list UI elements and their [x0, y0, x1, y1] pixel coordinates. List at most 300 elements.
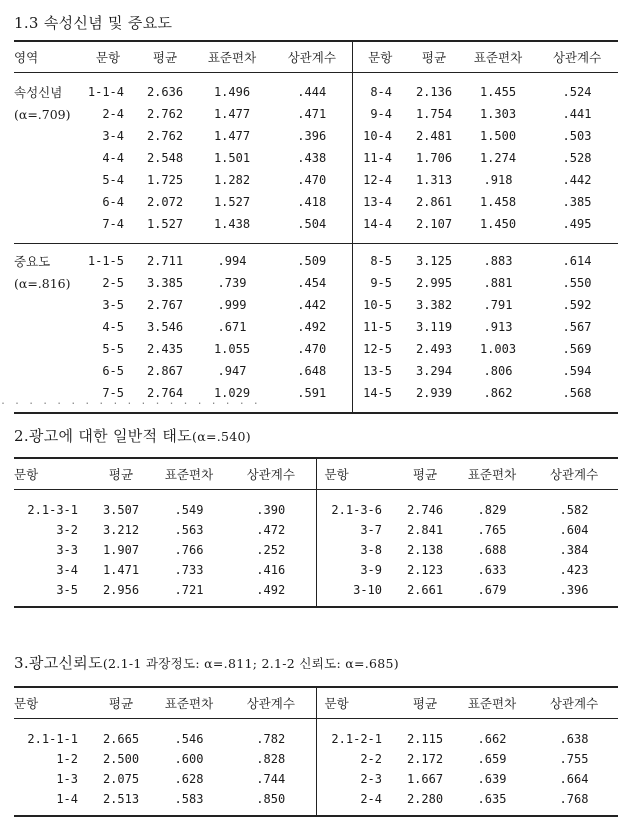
- corr-right: .503: [562, 129, 592, 143]
- section1-title: [14, 12, 172, 33]
- mean: 1.725: [146, 173, 184, 187]
- item-code: 2-5: [102, 276, 124, 290]
- item-code: 3-4: [56, 563, 78, 577]
- mean-right: 1.667: [406, 772, 444, 786]
- item-code: 3-5: [56, 583, 78, 597]
- header-sd: 표준편차: [152, 687, 226, 719]
- corr-right: .385: [562, 195, 592, 209]
- mean: 3.385: [146, 276, 184, 290]
- header-sd: 표준편차: [192, 41, 272, 73]
- sd: 1.496: [213, 85, 251, 99]
- mean-right: 2.493: [415, 342, 453, 356]
- sd-right: .918: [483, 173, 513, 187]
- spacer-cell: [14, 73, 78, 82]
- mean-right: 2.136: [415, 85, 453, 99]
- section2-title: [14, 425, 251, 446]
- mean-right: 2.123: [406, 563, 444, 577]
- spacer-row: [14, 600, 618, 607]
- sd: .999: [217, 298, 247, 312]
- corr-right: .384: [559, 543, 589, 557]
- corr-right: .755: [559, 752, 589, 766]
- mean: 2.075: [102, 772, 140, 786]
- header-corr: 상관계수: [272, 41, 352, 73]
- item-code: 6-4: [102, 195, 124, 209]
- sd-right: .633: [477, 563, 507, 577]
- corr: .828: [256, 752, 286, 766]
- sd: 1.527: [213, 195, 251, 209]
- mean: 1.907: [102, 543, 140, 557]
- section2-alpha: (α=.540): [192, 429, 251, 444]
- spacer-cell: [226, 809, 316, 816]
- sd-right: .659: [477, 752, 507, 766]
- mean: 2.767: [146, 298, 184, 312]
- mean: 2.548: [146, 151, 184, 165]
- item-code-right: 2-4: [316, 789, 396, 809]
- item-code-right: 3-9: [316, 560, 396, 580]
- table-row: [14, 169, 618, 191]
- sd: .546: [174, 732, 204, 746]
- mean-right: 1.313: [415, 173, 453, 187]
- item-code: 1-1-5: [87, 254, 124, 268]
- item-code: 1-3: [56, 772, 78, 786]
- sd: .947: [217, 364, 247, 378]
- sd: .766: [174, 543, 204, 557]
- spacer-cell: [226, 719, 316, 730]
- header-sd-right: 표준편차: [454, 458, 530, 490]
- item-code-right: 13-5: [352, 360, 408, 382]
- sd-right: .662: [477, 732, 507, 746]
- spacer-cell: [90, 809, 152, 816]
- sd: 1.282: [213, 173, 251, 187]
- item-code: 3-2: [56, 523, 78, 537]
- corr: .390: [256, 503, 286, 517]
- mean-right: 2.115: [406, 732, 444, 746]
- item-code: 5-5: [102, 342, 124, 356]
- spacer-cell: [152, 809, 226, 816]
- item-code: 7-5: [102, 386, 124, 400]
- header-sd-right: 표준편차: [460, 41, 536, 73]
- header-corr: 상관계수: [226, 687, 316, 719]
- sd: 1.501: [213, 151, 251, 165]
- item-code: 3-5: [102, 298, 124, 312]
- sd: .549: [174, 503, 204, 517]
- header-item-right: 문항: [316, 687, 396, 719]
- header-item: 문항: [14, 458, 90, 490]
- header-mean-right: 평균: [408, 41, 460, 73]
- table-row: [14, 789, 618, 809]
- section2-table: [14, 457, 618, 608]
- spacer-cell: [408, 73, 460, 82]
- item-code: 1-4: [56, 792, 78, 806]
- mean: 2.500: [102, 752, 140, 766]
- spacer-cell: [138, 73, 192, 82]
- corr: .444: [297, 85, 327, 99]
- header-corr: 상관계수: [226, 458, 316, 490]
- spacer-cell: [530, 490, 618, 501]
- sd-right: .639: [477, 772, 507, 786]
- group-blank: [14, 191, 78, 213]
- section3-table: [14, 686, 618, 817]
- header-sd: 표준편차: [152, 458, 226, 490]
- header-corr-right: 상관계수: [530, 687, 618, 719]
- sd-right: .765: [477, 523, 507, 537]
- corr: .470: [297, 173, 327, 187]
- mean-right: 1.754: [415, 107, 453, 121]
- item-code-right: 2-2: [316, 749, 396, 769]
- spacer-cell: [14, 809, 90, 816]
- group-blank: [14, 338, 78, 360]
- mean-right: 2.841: [406, 523, 444, 537]
- item-code-right: 13-4: [352, 191, 408, 213]
- item-code-right: 8-4: [352, 81, 408, 103]
- corr-right: .442: [562, 173, 592, 187]
- corr: .454: [297, 276, 327, 290]
- spacer-cell: [14, 719, 90, 730]
- spacer-cell: [138, 235, 192, 244]
- mean-right: 2.661: [406, 583, 444, 597]
- sd: .600: [174, 752, 204, 766]
- table-row: [14, 560, 618, 580]
- item-code-right: 8-5: [352, 250, 408, 272]
- table-row: [14, 103, 618, 125]
- corr-right: .568: [562, 386, 592, 400]
- item-code-right: 12-5: [352, 338, 408, 360]
- item-code-right: 11-4: [352, 147, 408, 169]
- item-code-right: 14-5: [352, 382, 408, 404]
- table-row: [14, 213, 618, 235]
- spacer-cell: [396, 809, 454, 816]
- spacer-row: [14, 73, 618, 82]
- corr-right: .638: [559, 732, 589, 746]
- section1-header-row: [14, 41, 618, 73]
- corr: .472: [256, 523, 286, 537]
- sd-right: 1.274: [479, 151, 517, 165]
- section3-title: [14, 652, 399, 673]
- spacer-cell: [78, 235, 138, 244]
- item-code-right: 2-3: [316, 769, 396, 789]
- header-mean: 평균: [138, 41, 192, 73]
- item-code: 2.1-1-1: [27, 732, 78, 746]
- corr: .492: [256, 583, 286, 597]
- item-code: 4-4: [102, 151, 124, 165]
- spacer-cell: [530, 809, 618, 816]
- corr: .438: [297, 151, 327, 165]
- mean-right: 3.119: [415, 320, 453, 334]
- item-code: 3-4: [102, 129, 124, 143]
- spacer-row: [14, 809, 618, 816]
- spacer-cell: [316, 600, 396, 607]
- item-code-right: 9-4: [352, 103, 408, 125]
- corr-right: .768: [559, 792, 589, 806]
- corr-right: .423: [559, 563, 589, 577]
- spacer-cell: [192, 73, 272, 82]
- corr: .591: [297, 386, 327, 400]
- sd: .671: [217, 320, 247, 334]
- corr: .744: [256, 772, 286, 786]
- mean-right: 3.125: [415, 254, 453, 268]
- spacer-cell: [90, 600, 152, 607]
- table-row: [14, 338, 618, 360]
- sd: .628: [174, 772, 204, 786]
- spacer-row: [14, 719, 618, 730]
- item-code: 4-5: [102, 320, 124, 334]
- item-code-right: 14-4: [352, 213, 408, 235]
- spacer-cell: [316, 490, 396, 501]
- spacer-cell: [78, 73, 138, 82]
- item-code: 6-5: [102, 364, 124, 378]
- mean: 2.513: [102, 792, 140, 806]
- header-item-right: 문항: [316, 458, 396, 490]
- spacer-cell: [226, 600, 316, 607]
- spacer-cell: [14, 235, 78, 244]
- item-code: 1-1-4: [87, 85, 124, 99]
- table-row: [14, 250, 618, 272]
- sd-right: .862: [483, 386, 513, 400]
- item-code: 5-4: [102, 173, 124, 187]
- sd-right: .791: [483, 298, 513, 312]
- spacer-cell: [454, 600, 530, 607]
- mean-right: 2.107: [415, 217, 453, 231]
- spacer-cell: [536, 73, 618, 82]
- sd-right: 1.455: [479, 85, 517, 99]
- header-item: 문항: [78, 41, 138, 73]
- table-row: [14, 500, 618, 520]
- mean-right: 2.172: [406, 752, 444, 766]
- mean-right: 2.861: [415, 195, 453, 209]
- corr: .442: [297, 298, 327, 312]
- mean-right: 1.706: [415, 151, 453, 165]
- spacer-cell: [454, 809, 530, 816]
- item-code: 2-4: [102, 107, 124, 121]
- item-code-right: 10-4: [352, 125, 408, 147]
- spacer-cell: [152, 600, 226, 607]
- table-row: [14, 294, 618, 316]
- header-mean: 평균: [90, 687, 152, 719]
- mean: 3.507: [102, 503, 140, 517]
- table-row: [14, 147, 618, 169]
- spacer-cell: [454, 490, 530, 501]
- table-row: [14, 520, 618, 540]
- table-row: [14, 360, 618, 382]
- corr: .782: [256, 732, 286, 746]
- mean-right: 2.746: [406, 503, 444, 517]
- corr-right: .567: [562, 320, 592, 334]
- mean: 2.435: [146, 342, 184, 356]
- spacer-cell: [14, 490, 90, 501]
- sd-right: .806: [483, 364, 513, 378]
- sd-right: 1.500: [479, 129, 517, 143]
- corr: .648: [297, 364, 327, 378]
- corr-right: .594: [562, 364, 592, 378]
- sd-right: .881: [483, 276, 513, 290]
- spacer-cell: [316, 719, 396, 730]
- spacer-cell: [396, 490, 454, 501]
- corr: .252: [256, 543, 286, 557]
- corr-right: .528: [562, 151, 592, 165]
- header-corr-right: 상관계수: [530, 458, 618, 490]
- table-row: [14, 749, 618, 769]
- group-blank: [14, 147, 78, 169]
- spacer-cell: [192, 235, 272, 244]
- sd: 1.477: [213, 107, 251, 121]
- spacer-cell: [152, 490, 226, 501]
- sd: .739: [217, 276, 247, 290]
- corr: .418: [297, 195, 327, 209]
- corr-right: .524: [562, 85, 592, 99]
- corr: .470: [297, 342, 327, 356]
- group-blank: [14, 169, 78, 191]
- scan-noise-dots: . . . . . . . . . . . . . . . . . . .: [0, 396, 260, 407]
- mean: 2.072: [146, 195, 184, 209]
- mean-right: 2.995: [415, 276, 453, 290]
- corr: .504: [297, 217, 327, 231]
- mean: 1.527: [146, 217, 184, 231]
- sd-right: 1.003: [479, 342, 517, 356]
- item-code: 3-3: [56, 543, 78, 557]
- corr-right: .495: [562, 217, 592, 231]
- mean: 2.665: [102, 732, 140, 746]
- item-code-right: 3-7: [316, 520, 396, 540]
- header-area: 영역: [14, 41, 78, 73]
- table-row: [14, 125, 618, 147]
- sd: 1.438: [213, 217, 251, 231]
- spacer-cell: [460, 73, 536, 82]
- group-blank: [14, 360, 78, 382]
- group-blank: [14, 213, 78, 235]
- spacer-cell: [352, 235, 408, 244]
- section1-title-text: 1.3 속성신념 및 중요도: [14, 14, 173, 32]
- group-blank: [14, 125, 78, 147]
- table-row: [14, 540, 618, 560]
- sd: .994: [217, 254, 247, 268]
- sd-right: .883: [483, 254, 513, 268]
- item-code-right: 2.1-3-6: [316, 500, 396, 520]
- mean: 2.867: [146, 364, 184, 378]
- spacer-cell: [316, 809, 396, 816]
- spacer-cell: [90, 490, 152, 501]
- section2-title-text: 2.광고에 대한 일반적 태도: [14, 427, 193, 445]
- sd: 1.029: [213, 386, 251, 400]
- corr-right: .664: [559, 772, 589, 786]
- sd-right: 1.303: [479, 107, 517, 121]
- item-code: 7-4: [102, 217, 124, 231]
- sd-right: .829: [477, 503, 507, 517]
- header-mean-right: 평균: [396, 687, 454, 719]
- corr: .492: [297, 320, 327, 334]
- mean: 1.471: [102, 563, 140, 577]
- table-row: [14, 729, 618, 749]
- sd-right: .913: [483, 320, 513, 334]
- sd: 1.477: [213, 129, 251, 143]
- corr: .471: [297, 107, 327, 121]
- spacer-cell: [530, 600, 618, 607]
- corr: .396: [297, 129, 327, 143]
- corr-right: .396: [559, 583, 589, 597]
- sd: .733: [174, 563, 204, 577]
- spacer-cell: [396, 600, 454, 607]
- table-row: [14, 191, 618, 213]
- spacer-cell: [460, 235, 536, 244]
- item-code-right: 3-8: [316, 540, 396, 560]
- group-label: 중요도: [14, 254, 51, 269]
- group-blank: [14, 294, 78, 316]
- spacer-cell: [152, 719, 226, 730]
- section3-header-row: [14, 687, 618, 719]
- mean-right: 2.939: [415, 386, 453, 400]
- corr: .509: [297, 254, 327, 268]
- mean: 2.762: [146, 129, 184, 143]
- mean-right: 3.382: [415, 298, 453, 312]
- mean: 2.764: [146, 386, 184, 400]
- sd-right: 1.450: [479, 217, 517, 231]
- sd: .721: [174, 583, 204, 597]
- sd-right: .688: [477, 543, 507, 557]
- section3-title-text: 3.광고신뢰도: [14, 654, 103, 672]
- header-mean: 평균: [90, 458, 152, 490]
- sd: .563: [174, 523, 204, 537]
- corr-right: .614: [562, 254, 592, 268]
- group-blank: [14, 316, 78, 338]
- table-row: [14, 769, 618, 789]
- item-code: 1-2: [56, 752, 78, 766]
- item-code-right: 10-5: [352, 294, 408, 316]
- header-corr-right: 상관계수: [536, 41, 618, 73]
- sd-right: 1.458: [479, 195, 517, 209]
- mean-right: 2.481: [415, 129, 453, 143]
- sd-right: .635: [477, 792, 507, 806]
- mean: 3.212: [102, 523, 140, 537]
- corr-right: .582: [559, 503, 589, 517]
- corr: .850: [256, 792, 286, 806]
- mean: 2.956: [102, 583, 140, 597]
- spacer-row: [14, 235, 618, 244]
- mean: 2.711: [146, 254, 184, 268]
- mean: 2.762: [146, 107, 184, 121]
- header-item: 문항: [14, 687, 90, 719]
- spacer-cell: [454, 719, 530, 730]
- corr-right: .569: [562, 342, 592, 356]
- spacer-cell: [14, 600, 90, 607]
- spacer-cell: [396, 719, 454, 730]
- sd: .583: [174, 792, 204, 806]
- table-row: [14, 316, 618, 338]
- spacer-cell: [536, 235, 618, 244]
- spacer-cell: [90, 719, 152, 730]
- corr: .416: [256, 563, 286, 577]
- spacer-cell: [226, 490, 316, 501]
- corr-right: .604: [559, 523, 589, 537]
- item-code-right: 11-5: [352, 316, 408, 338]
- item-code-right: 9-5: [352, 272, 408, 294]
- sd: 1.055: [213, 342, 251, 356]
- corr-right: .592: [562, 298, 592, 312]
- spacer-cell: [272, 235, 352, 244]
- spacer-cell: [530, 719, 618, 730]
- mean-right: 2.280: [406, 792, 444, 806]
- header-mean-right: 평균: [396, 458, 454, 490]
- section2-header-row: [14, 458, 618, 490]
- corr-right: .550: [562, 276, 592, 290]
- group-label: 속성신념: [14, 85, 63, 100]
- spacer-cell: [272, 73, 352, 82]
- table-row: [14, 272, 618, 294]
- item-code-right: 12-4: [352, 169, 408, 191]
- spacer-cell: [408, 235, 460, 244]
- spacer-row: [14, 490, 618, 501]
- section3-subtitle: (2.1-1 과장정도: α=.811; 2.1-2 신뢰도: α=.685): [102, 656, 399, 671]
- mean: 2.636: [146, 85, 184, 99]
- mean-right: 3.294: [415, 364, 453, 378]
